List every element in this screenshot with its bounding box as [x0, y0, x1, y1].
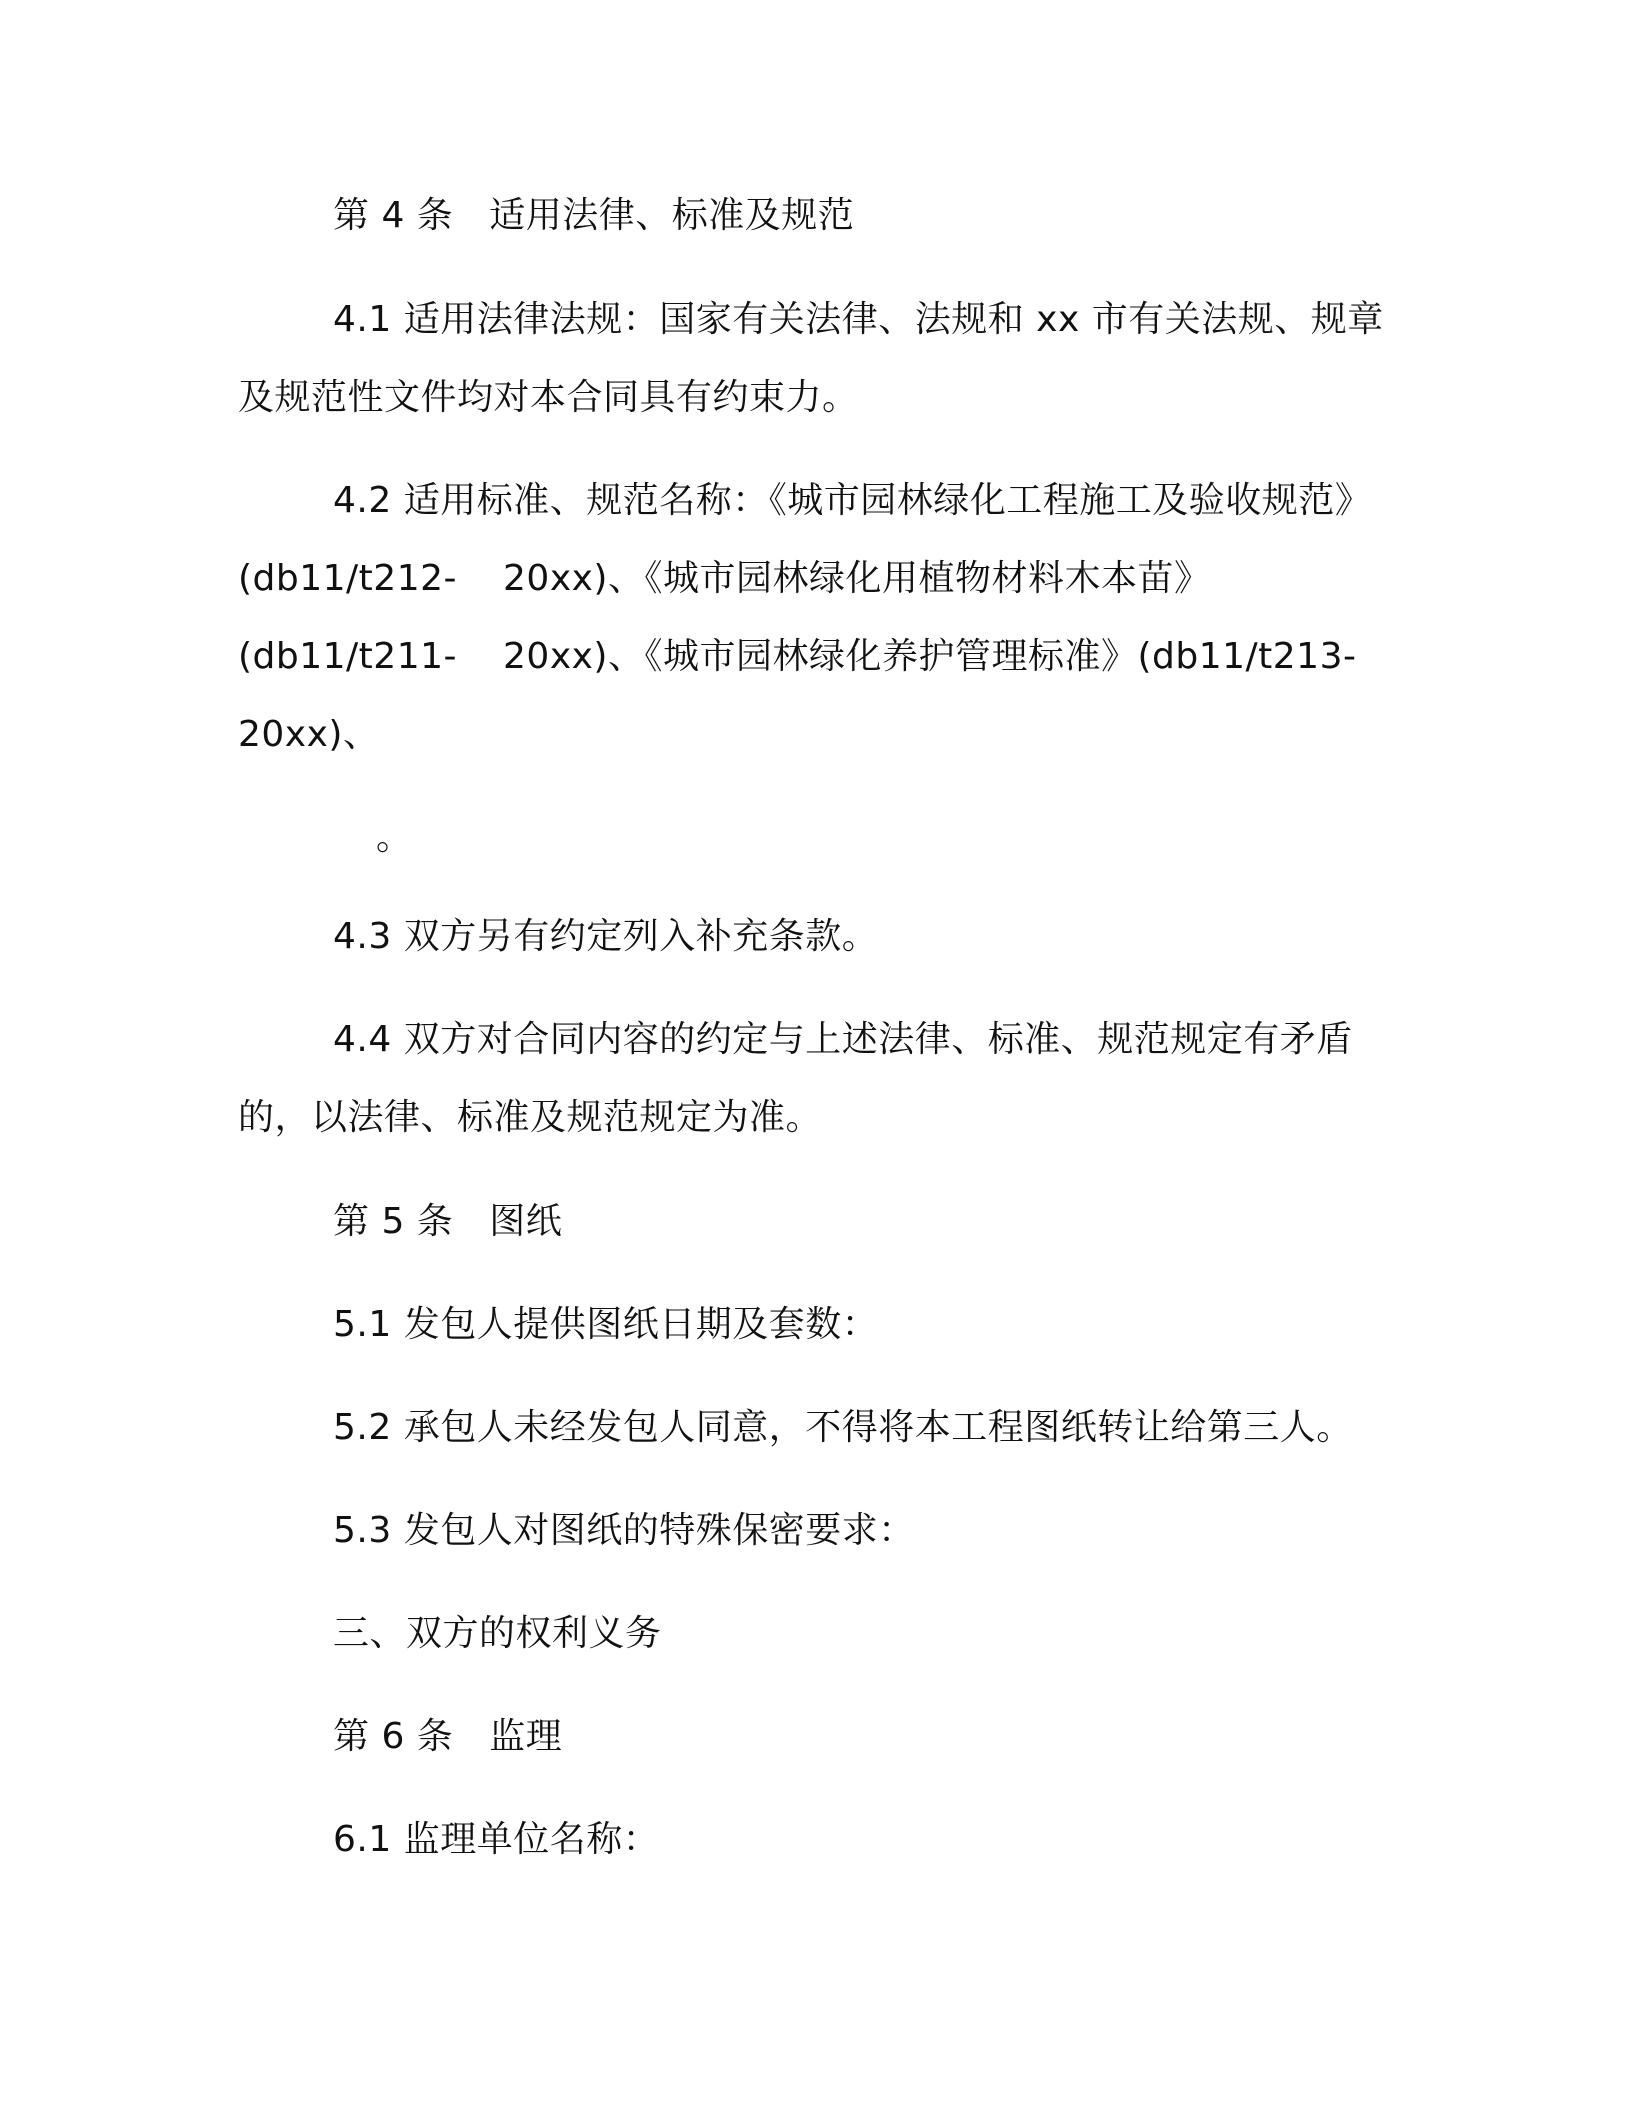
section-3-heading: 三、双方的权利义务 [333, 1613, 662, 1654]
article-4-title: 适用法律、标准及规范 [489, 195, 855, 236]
clause-5-1: 5.1 发包人提供图纸日期及套数： [333, 1304, 879, 1345]
clause-5-2: 5.2 承包人未经发包人同意，不得将本工程图纸转让给第三人。 [333, 1407, 1353, 1448]
standard-title-woody-seedlings: 20xx)、《城市园林绿化用植物材料木本苗》 [503, 558, 1211, 599]
standard-code-db11-t211: (db11/t211- [238, 636, 458, 677]
clause-4-1-line-1: 4.1 适用法律法规：国家有关法律、法规和 xx 市有关法规、规章 [333, 299, 1384, 340]
clause-6-1: 6.1 监理单位名称： [333, 1819, 660, 1860]
standard-code-db11-t212: (db11/t212- [238, 558, 458, 599]
article-4-number: 第 4 条 [333, 195, 454, 236]
clause-4-2-line-1: 4.2 适用标准、规范名称：《城市园林绿化工程施工及验收规范》 [333, 480, 1372, 521]
clause-4-3: 4.3 双方另有约定列入补充条款。 [333, 916, 879, 957]
clause-4-4-line-2: 的，以法律、标准及规范规定为准。 [238, 1097, 823, 1138]
clause-5-3: 5.3 发包人对图纸的特殊保密要求： [333, 1510, 915, 1551]
article-6-heading [333, 1715, 562, 1759]
clause-4-4-line-1: 4.4 双方对合同内容的约定与上述法律、标准、规范规定有矛盾 [333, 1019, 1353, 1060]
article-5-heading [333, 1200, 562, 1244]
clause-4-2-end-mark: 。 [376, 817, 413, 858]
article-4-heading [333, 194, 854, 238]
clause-4-2-line-2 [238, 557, 1210, 601]
article-6-title: 监理 [489, 1716, 563, 1757]
article-6-number: 第 6 条 [333, 1716, 454, 1757]
clause-4-1-line-2: 及规范性文件均对本合同具有约束力。 [238, 377, 859, 418]
clause-4-2-line-3 [238, 635, 1356, 679]
article-5-number: 第 5 条 [333, 1201, 454, 1242]
article-5-title: 图纸 [489, 1201, 563, 1242]
standard-title-maintenance: 20xx)、《城市园林绿化养护管理标准》(db11/t213- [503, 636, 1357, 677]
clause-4-2-line-4: 20xx)、 [238, 714, 380, 755]
